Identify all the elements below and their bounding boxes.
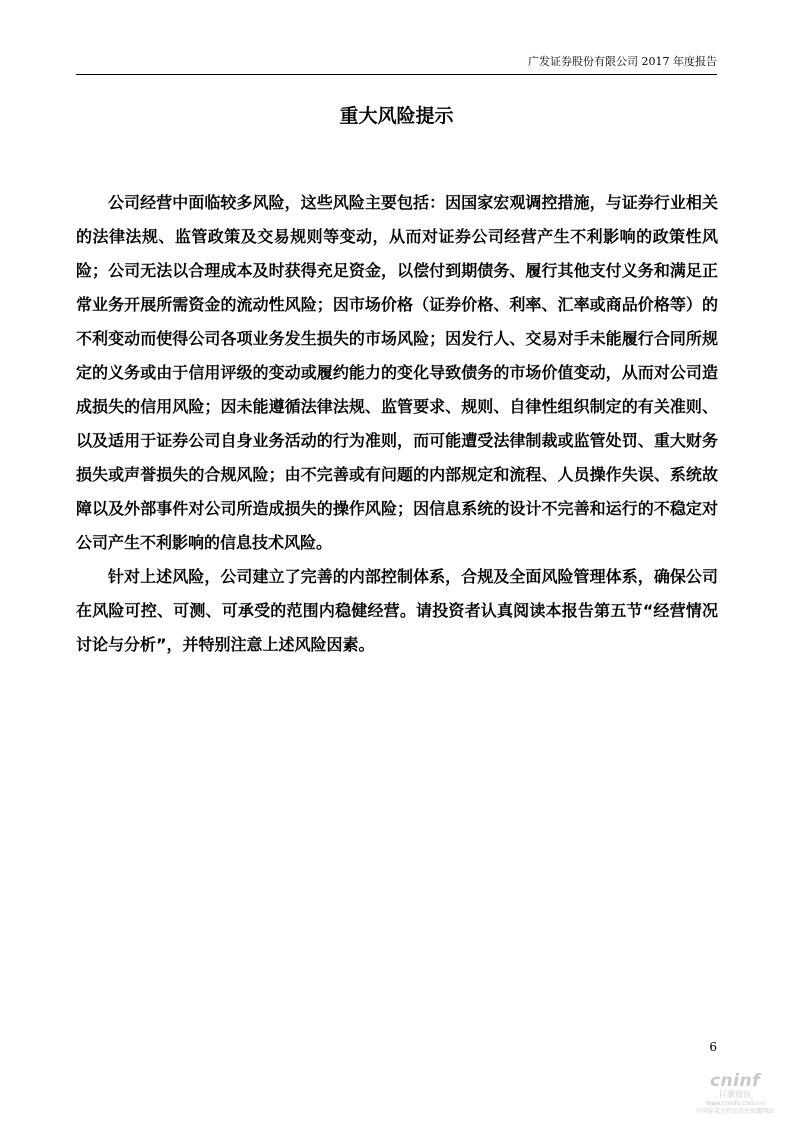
- page-number: 6: [709, 1040, 717, 1054]
- page-title: 重大风险提示: [339, 105, 454, 127]
- watermark-subtitle: 巨潮资讯: [719, 1090, 751, 1099]
- watermark-tagline: 中国证监会指定信息披露网站: [695, 1108, 774, 1115]
- cninfo-watermark: [695, 1072, 775, 1116]
- header-text: 广发证券股份有限公司 2017 年度报告: [528, 55, 717, 68]
- body-text: [76, 186, 718, 662]
- watermark-url: www.cninfo.com.cn: [705, 1100, 765, 1107]
- risk-paragraph: 公司经营中面临较多风险，这些风险主要包括：因国家宏观调控措施，与证券行业相关的法律法规、监管政策及交易规则等变动，从而对证券公司经营产生不利影响的政策性风险；公司无法以合理成本及时获得充足资金，以偿付到期债务、履行其他支付义务和满足正常业务开展所需资金的流动性风险；因市场价格（证券价格、利率、汇率或商品价格等）的不利变动而使得公司各项业务发生损失的市场风险；因发行人、交易对手未能履行合同所规定的义务或由于信用评级的变动或履约能力的变化导致债务的市场价值变动，从而对公司造成损失的信用风险；因未能遵循法律法规、监管要求、规则、自律性组织制定的有关准则、以及适用于证券公司自身业务活动的行为准则，而可能遭受法律制裁或监管处罚、重大财务损失或声誉损失的合规风险；由不完善或有问题的内部规定和流程、人员操作失误、系统故障以及外部事件对公司所造成损失的操作风险；因信息系统的设计不完善和运行的不稳定对公司产生不利影响的信息技术风险。: [76, 193, 718, 552]
- watermark-logo: cninf: [709, 1071, 760, 1091]
- risk-response-paragraph: 针对上述风险，公司建立了完善的内部控制体系，合规及全面风险管理体系，确保公司在风险可控、可测、可承受的范围内稳健经营。请投资者认真阅读本报告第五节“经营情况讨论与分析”，并特别注意上述风险因素。: [76, 567, 718, 654]
- running-header: [76, 54, 717, 75]
